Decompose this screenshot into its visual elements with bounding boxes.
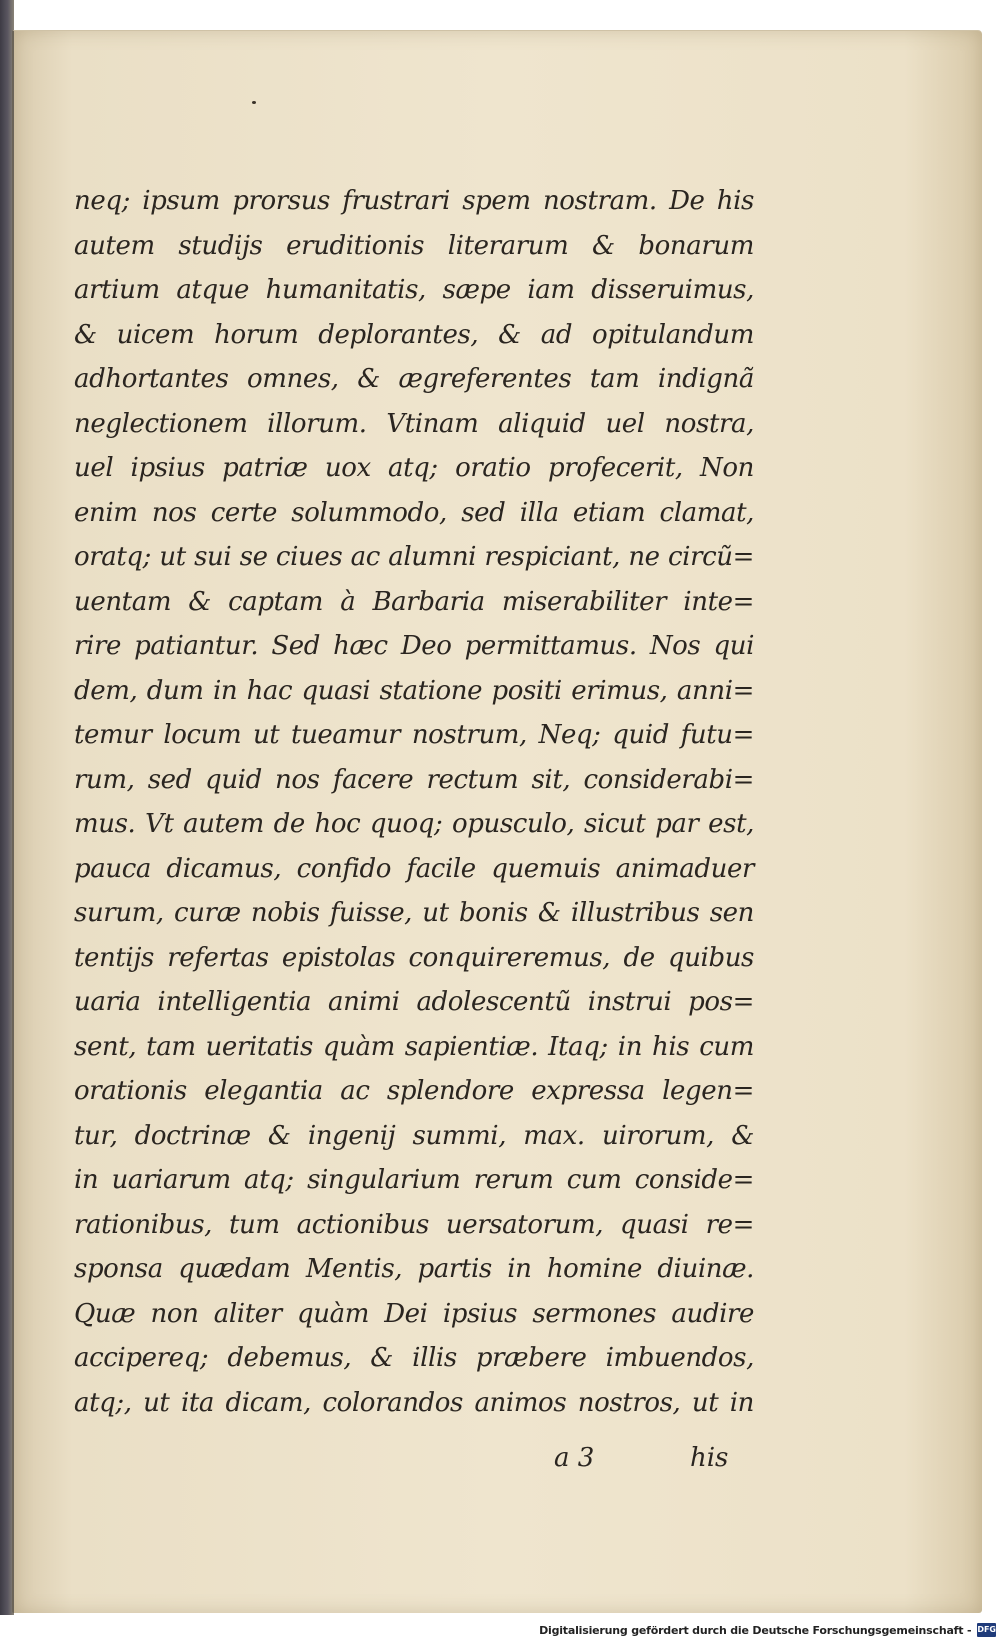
text-line: sponsa quædam Mentis, partis in homine diuinæ. bbox=[74, 1254, 754, 1284]
dfg-logo: DFG bbox=[977, 1623, 996, 1637]
text-line: atq;, ut ita dicam, colorandos animos nostros, ut in bbox=[74, 1387, 754, 1418]
text-line: dem, dum in hac quasi statione positi erimus, anni= bbox=[74, 675, 754, 706]
text-line: tur, doctrinæ & ingenij summi, max. uirorum, & bbox=[74, 1120, 754, 1151]
text-line: temur locum ut tueamur nostrum, Neq; quid futu= bbox=[74, 720, 754, 750]
text-line: neq; ipsum prorsus frustrari spem nostram. De his bbox=[74, 186, 754, 216]
text-line: rum, sed quid nos facere rectum sit, considerabi= bbox=[74, 764, 754, 795]
text-line: uentam & captam à Barbaria miserabiliter inte= bbox=[74, 586, 754, 617]
text-line: tentijs refertas epistolas conquireremus, de quibus bbox=[74, 942, 754, 973]
text-line: artium atque humanitatis, sæpe iam disseruimus, bbox=[74, 275, 754, 305]
ink-speck bbox=[252, 101, 256, 104]
digitization-credit bbox=[539, 1620, 996, 1640]
text-line: Quæ non aliter quàm Dei ipsius sermones audire bbox=[74, 1298, 754, 1329]
text-line: uaria intelligentia animi adolescentũ instrui pos= bbox=[74, 987, 754, 1017]
catchword: his bbox=[690, 1443, 729, 1473]
book-page bbox=[12, 30, 982, 1613]
text-line: surum, curæ nobis fuisse, ut bonis & illustribus sen bbox=[74, 898, 754, 928]
text-line: orationis elegantia ac splendore expressa legen= bbox=[74, 1076, 754, 1106]
text-line: & uicem horum deplorantes, & ad opitulandum bbox=[74, 319, 754, 350]
text-line: rire patiantur. Sed hæc Deo permittamus. Nos qui bbox=[74, 631, 754, 661]
text-line: enim nos certe solummodo, sed illa etiam clamat, bbox=[74, 497, 754, 528]
text-line: mus. Vt autem de hoc quoq; opusculo, sicut par est, bbox=[74, 809, 754, 839]
text-line: sent, tam ueritatis quàm sapientiæ. Itaq; in his cum bbox=[74, 1031, 754, 1062]
text-line: accipereq; debemus, & illis præbere imbuendos, bbox=[74, 1343, 754, 1373]
text-line: autem studijs eruditionis literarum & bonarum bbox=[74, 230, 754, 261]
page-foot bbox=[554, 1443, 744, 1483]
body-text bbox=[74, 179, 754, 1425]
text-line: pauca dicamus, confido facile quemuis animaduer bbox=[74, 853, 754, 884]
text-line: uel ipsius patriæ uox atq; oratio profecerit, Non bbox=[74, 453, 754, 483]
credit-text: Digitalisierung gefördert durch die Deutsche Forschungsgemeinschaft - bbox=[539, 1623, 972, 1637]
text-line: neglectionem illorum. Vtinam aliquid uel nostra, bbox=[74, 408, 754, 439]
text-line: oratq; ut sui se ciues ac alumni respiciant, ne circũ= bbox=[74, 542, 754, 572]
text-line: adhortantes omnes, & ægreferentes tam indignã bbox=[74, 364, 754, 394]
text-line: in uariarum atq; singularium rerum cum conside= bbox=[74, 1165, 754, 1195]
text-line: rationibus, tum actionibus uersatorum, quasi re= bbox=[74, 1209, 754, 1240]
signature-mark: a 3 bbox=[554, 1443, 595, 1473]
